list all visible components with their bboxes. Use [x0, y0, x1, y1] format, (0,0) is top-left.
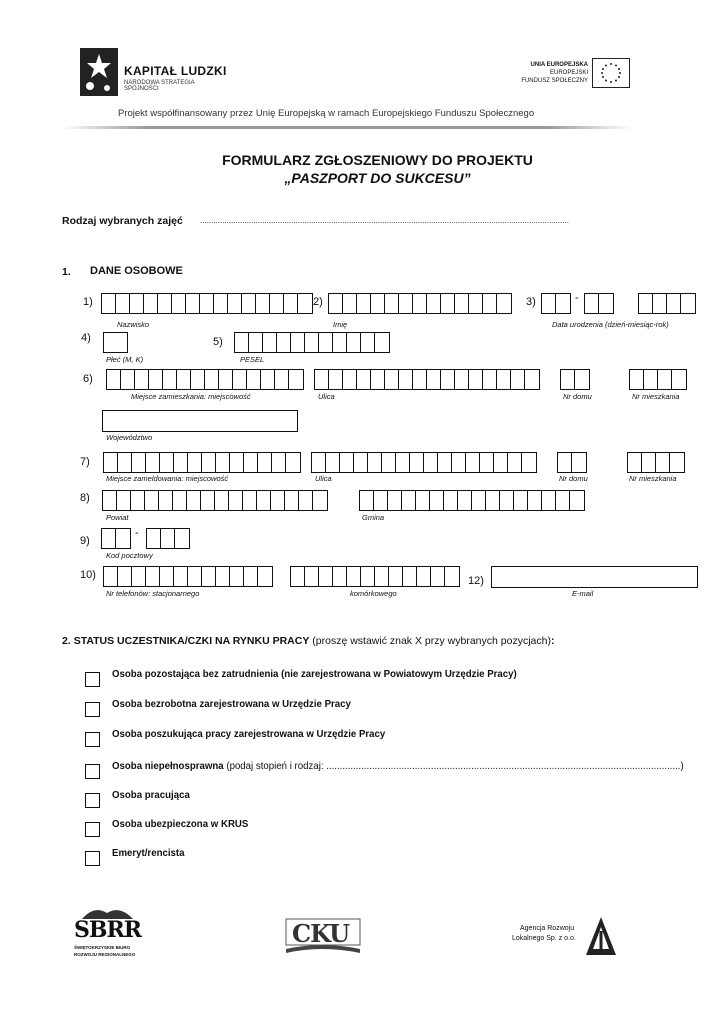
field-number-7: 7): [80, 456, 90, 468]
digit-cell[interactable]: [326, 453, 340, 472]
digit-cell[interactable]: [575, 370, 589, 389]
digit-cell[interactable]: [175, 529, 189, 548]
digit-cell[interactable]: [525, 370, 539, 389]
digit-cell[interactable]: [272, 453, 286, 472]
status-checkbox[interactable]: [85, 793, 100, 808]
digit-cell[interactable]: [219, 370, 233, 389]
cku-logo: [280, 915, 365, 957]
digit-cell[interactable]: [258, 567, 272, 586]
sbrr-mark: SBRR: [74, 917, 142, 943]
digit-cell[interactable]: [399, 294, 413, 313]
digit-cell[interactable]: [333, 333, 347, 352]
field-number-5: 5): [213, 336, 223, 348]
digit-cell[interactable]: [445, 567, 459, 586]
digit-cell[interactable]: [214, 294, 228, 313]
digit-cell[interactable]: [371, 294, 385, 313]
postcode-caption: Kod pocztowy: [106, 551, 153, 560]
mobile-input[interactable]: [290, 566, 460, 587]
digit-cell[interactable]: [642, 453, 656, 472]
eu-line3: FUNDUSZ SPOŁECZNY: [521, 78, 588, 84]
digit-cell[interactable]: [630, 370, 644, 389]
digit-cell[interactable]: [319, 333, 333, 352]
sex-input[interactable]: [103, 332, 128, 353]
section2-heading-line: [62, 635, 554, 647]
digit-cell[interactable]: [522, 453, 536, 472]
form-title: FORMULARZ ZGŁOSZENIOWY DO PROJEKTU: [222, 152, 533, 168]
registration-city-input[interactable]: [103, 452, 301, 473]
digit-cell[interactable]: [174, 567, 188, 586]
digit-cell[interactable]: [556, 294, 570, 313]
field-number-10: 10): [80, 569, 96, 581]
status-checkbox[interactable]: [85, 702, 100, 717]
digit-cell[interactable]: [486, 491, 500, 510]
digit-cell[interactable]: [403, 567, 417, 586]
digit-cell[interactable]: [202, 567, 216, 586]
section2-heading: STATUS UCZESTNIKA/CZKI NA RYNKU PRACY: [73, 635, 310, 647]
digit-cell[interactable]: [528, 491, 542, 510]
digit-cell[interactable]: [361, 567, 375, 586]
residence-house-input[interactable]: [560, 369, 590, 390]
digit-cell[interactable]: [469, 370, 483, 389]
digit-cell[interactable]: [340, 453, 354, 472]
field-number-4: 4): [81, 332, 91, 344]
digit-cell[interactable]: [229, 491, 243, 510]
digit-cell[interactable]: [483, 370, 497, 389]
status-checkbox[interactable]: [85, 764, 100, 779]
digit-cell[interactable]: [371, 370, 385, 389]
pesel-caption: PESEL: [240, 355, 265, 364]
digit-cell[interactable]: [561, 370, 575, 389]
digit-cell[interactable]: [131, 491, 145, 510]
status-option-text: Osoba poszukująca pracy zarejestrowana w Urzędzie Pracy: [112, 728, 386, 740]
digit-cell[interactable]: [357, 294, 371, 313]
email-input[interactable]: [491, 566, 698, 588]
digit-cell[interactable]: [427, 294, 441, 313]
voivodeship-caption: Województwo: [106, 433, 153, 442]
digit-cell[interactable]: [102, 529, 116, 548]
field-number-3: 3): [526, 296, 536, 308]
status-checkbox[interactable]: [85, 822, 100, 837]
digit-cell[interactable]: [230, 567, 244, 586]
digit-cell[interactable]: [357, 370, 371, 389]
digit-cell[interactable]: [261, 370, 275, 389]
cku-mark: CKU: [292, 919, 350, 948]
section1-number: 1.: [62, 266, 71, 278]
digit-cell[interactable]: [173, 491, 187, 510]
status-option-text: Osoba niepełnosprawna: [112, 760, 224, 772]
digit-cell[interactable]: [284, 294, 298, 313]
digit-cell[interactable]: [455, 370, 469, 389]
digit-cell[interactable]: [147, 529, 161, 548]
digit-cell[interactable]: [375, 333, 389, 352]
digit-cell[interactable]: [256, 294, 270, 313]
digit-cell[interactable]: [396, 453, 410, 472]
digit-cell[interactable]: [410, 453, 424, 472]
digit-cell[interactable]: [117, 491, 131, 510]
digit-cell[interactable]: [242, 294, 256, 313]
digit-cell[interactable]: [305, 333, 319, 352]
digit-cell[interactable]: [508, 453, 522, 472]
digit-cell[interactable]: [145, 491, 159, 510]
digit-cell[interactable]: [247, 370, 261, 389]
digit-cell[interactable]: [271, 491, 285, 510]
sbrr-logo: [70, 905, 155, 963]
digit-cell[interactable]: [424, 453, 438, 472]
digit-cell[interactable]: [102, 294, 116, 313]
digit-cell[interactable]: [191, 370, 205, 389]
status-option-label: [112, 818, 248, 830]
section2-colon: :: [550, 635, 555, 647]
digit-cell[interactable]: [286, 453, 300, 472]
digit-cell[interactable]: [644, 370, 658, 389]
digit-cell[interactable]: [146, 453, 160, 472]
registration-flat-caption: Nr mieszkania: [629, 474, 677, 483]
digit-cell[interactable]: [258, 453, 272, 472]
digit-cell[interactable]: [483, 294, 497, 313]
digit-cell[interactable]: [186, 294, 200, 313]
digit-cell[interactable]: [160, 453, 174, 472]
field-number-12: 12): [468, 575, 484, 587]
digit-cell[interactable]: [374, 491, 388, 510]
digit-cell[interactable]: [118, 567, 132, 586]
registration-flat-input[interactable]: [627, 452, 685, 473]
status-option-text: Emeryt/rencista: [112, 847, 185, 859]
digit-cell[interactable]: [205, 370, 219, 389]
digit-cell[interactable]: [430, 491, 444, 510]
status-option-label: [112, 847, 184, 859]
digit-cell[interactable]: [599, 294, 613, 313]
digit-cell[interactable]: [161, 529, 175, 548]
digit-cell[interactable]: [388, 491, 402, 510]
digit-cell[interactable]: [329, 294, 343, 313]
digit-cell[interactable]: [347, 567, 361, 586]
digit-cell[interactable]: [670, 453, 684, 472]
digit-cell[interactable]: [285, 491, 299, 510]
digit-cell[interactable]: [277, 333, 291, 352]
residence-street-input[interactable]: [314, 369, 540, 390]
classes-dots[interactable]: ......................................................................................................................................................................: [200, 216, 569, 225]
digit-cell[interactable]: [103, 491, 117, 510]
digit-cell[interactable]: [216, 567, 230, 586]
digit-cell[interactable]: [511, 370, 525, 389]
digit-cell[interactable]: [187, 491, 201, 510]
section2-note: (proszę wstawić znak X przy wybranych pozycjach): [312, 635, 551, 647]
status-option-label: [112, 668, 517, 680]
field-number-8: 8): [80, 492, 90, 504]
digit-cell[interactable]: [656, 453, 670, 472]
digit-cell[interactable]: [215, 491, 229, 510]
digit-cell[interactable]: [455, 294, 469, 313]
digit-cell[interactable]: [368, 453, 382, 472]
digit-cell[interactable]: [263, 333, 277, 352]
project-name: „PASZPORT DO SUKCESU”: [284, 170, 471, 186]
digit-cell[interactable]: [201, 491, 215, 510]
status-option-text: Osoba pracująca: [112, 789, 190, 801]
field-number-2: 2): [313, 296, 323, 308]
email-caption: E-mail: [572, 589, 594, 598]
digit-cell[interactable]: [291, 333, 305, 352]
residence-house-caption: Nr domu: [563, 392, 592, 401]
landline-caption: Nr telefonów: stacjonarnego: [106, 589, 200, 598]
status-checkbox[interactable]: [85, 672, 100, 687]
postcode-separator: -: [135, 527, 139, 539]
digit-cell[interactable]: [305, 567, 319, 586]
mobile-caption: komórkowego: [350, 589, 397, 598]
status-option-text: Osoba bezrobotna zarejestrowana w Urzędzie Pracy: [112, 698, 351, 710]
digit-cell[interactable]: [427, 370, 441, 389]
digit-cell[interactable]: [572, 453, 586, 472]
status-option-text: Osoba pozostająca bez zatrudnienia (nie zarejestrowana w Powiatowym Urzędzie Pracy): [112, 668, 517, 680]
digit-cell[interactable]: [329, 370, 343, 389]
first-name-input[interactable]: [328, 293, 512, 314]
kapital-ludzki-title: KAPITAŁ LUDZKI: [124, 64, 227, 78]
district-caption: Powiat: [106, 513, 129, 522]
status-checkbox[interactable]: [85, 732, 100, 747]
eu-flag-icon: [592, 58, 630, 88]
digit-cell[interactable]: [667, 294, 681, 313]
pesel-input[interactable]: [234, 332, 390, 353]
digit-cell[interactable]: [413, 370, 427, 389]
status-option-label: [112, 698, 351, 710]
digit-cell[interactable]: [275, 370, 289, 389]
sbrr-line2: ROZWOJU REGIONALNEGO: [74, 952, 136, 957]
registration-street-caption: Ulica: [315, 474, 332, 483]
residence-street-caption: Ulica: [318, 392, 335, 401]
classes-label: Rodzaj wybranych zajęć: [62, 215, 183, 227]
digit-cell[interactable]: [200, 294, 214, 313]
postcode-first-input[interactable]: [101, 528, 131, 549]
digit-cell[interactable]: [343, 370, 357, 389]
digit-cell[interactable]: [343, 294, 357, 313]
digit-cell[interactable]: [146, 567, 160, 586]
district-input[interactable]: [102, 490, 328, 511]
digit-cell[interactable]: [132, 567, 146, 586]
digit-cell[interactable]: [228, 294, 242, 313]
digit-cell[interactable]: [639, 294, 653, 313]
registration-street-input[interactable]: [311, 452, 537, 473]
digit-cell[interactable]: [118, 453, 132, 472]
digit-cell[interactable]: [585, 294, 599, 313]
digit-cell[interactable]: [172, 294, 186, 313]
digit-cell[interactable]: [452, 453, 466, 472]
registration-city-caption: Miejsce zameldowania: miejscowość: [106, 474, 229, 483]
digit-cell[interactable]: [130, 294, 144, 313]
agency-logo: [510, 915, 620, 960]
residence-flat-input[interactable]: [629, 369, 687, 390]
digit-cell[interactable]: [672, 370, 686, 389]
digit-cell[interactable]: [361, 333, 375, 352]
digit-cell[interactable]: [441, 370, 455, 389]
digit-cell[interactable]: [382, 453, 396, 472]
dob-separator-1: -: [575, 292, 579, 304]
dob-caption: Data urodzenia (dzień-miesiąc-rok): [552, 320, 669, 329]
digit-cell[interactable]: [135, 370, 149, 389]
registration-house-caption: Nr domu: [559, 474, 588, 483]
dob-month-input[interactable]: [584, 293, 614, 314]
digit-cell[interactable]: [249, 333, 263, 352]
digit-cell[interactable]: [542, 294, 556, 313]
digit-cell[interactable]: [360, 491, 374, 510]
field-number-9: 9): [80, 535, 90, 547]
digit-cell[interactable]: [628, 453, 642, 472]
commune-input[interactable]: [359, 490, 585, 511]
commune-caption: Gmina: [362, 513, 385, 522]
digit-cell[interactable]: [149, 370, 163, 389]
digit-cell[interactable]: [188, 567, 202, 586]
digit-cell[interactable]: [466, 453, 480, 472]
digit-cell[interactable]: [312, 453, 326, 472]
digit-cell[interactable]: [289, 370, 303, 389]
digit-cell[interactable]: [354, 453, 368, 472]
kapital-ludzki-logo: [80, 48, 230, 98]
residence-city-input[interactable]: [106, 369, 304, 390]
digit-cell[interactable]: [417, 567, 431, 586]
digit-cell[interactable]: [472, 491, 486, 510]
digit-cell[interactable]: [121, 370, 135, 389]
kapital-ludzki-subtitle: NARODOWA STRATEGIA SPÓJNOŚCI: [124, 80, 195, 92]
digit-cell[interactable]: [174, 453, 188, 472]
cofinance-text: Projekt współfinansowany przez Unię Europejską w ramach Europejskiego Funduszu Społecznego: [118, 108, 535, 119]
digit-cell[interactable]: [500, 491, 514, 510]
digit-cell[interactable]: [104, 567, 118, 586]
digit-cell[interactable]: [385, 294, 399, 313]
header-divider: [62, 126, 632, 129]
digit-cell[interactable]: [438, 453, 452, 472]
digit-cell[interactable]: [333, 567, 347, 586]
digit-cell[interactable]: [681, 294, 695, 313]
digit-cell[interactable]: [441, 294, 455, 313]
digit-cell[interactable]: [235, 333, 249, 352]
section2-number: 2.: [62, 635, 71, 647]
digit-cell[interactable]: [413, 294, 427, 313]
digit-cell[interactable]: [347, 333, 361, 352]
digit-cell[interactable]: [497, 370, 511, 389]
digit-cell[interactable]: [558, 453, 572, 472]
section1-heading: DANE OSOBOWE: [90, 265, 183, 277]
eu-logo: [500, 58, 630, 94]
status-option-label: [112, 728, 385, 740]
digit-cell[interactable]: [216, 453, 230, 472]
digit-cell[interactable]: [514, 491, 528, 510]
digit-cell[interactable]: [416, 491, 430, 510]
digit-cell[interactable]: [104, 453, 118, 472]
digit-cell[interactable]: [144, 294, 158, 313]
status-checkbox[interactable]: [85, 851, 100, 866]
digit-cell[interactable]: [257, 491, 271, 510]
star-figure-icon: [80, 48, 118, 96]
eu-line2: EUROPEJSKI: [549, 70, 588, 76]
digit-cell[interactable]: [399, 370, 413, 389]
field-number-6: 6): [83, 373, 93, 385]
digit-cell[interactable]: [389, 567, 403, 586]
digit-cell[interactable]: [444, 491, 458, 510]
landline-input[interactable]: [103, 566, 273, 587]
voivodeship-input[interactable]: [102, 410, 298, 432]
digit-cell[interactable]: [497, 294, 511, 313]
digit-cell[interactable]: [542, 491, 556, 510]
digit-cell[interactable]: [385, 370, 399, 389]
digit-cell[interactable]: [270, 294, 284, 313]
status-option-extra[interactable]: (podaj stopień i rodzaj: ....................................................................................................................................): [223, 760, 684, 772]
digit-cell[interactable]: [431, 567, 445, 586]
digit-cell[interactable]: [244, 453, 258, 472]
digit-cell[interactable]: [107, 370, 121, 389]
digit-cell[interactable]: [658, 370, 672, 389]
digit-cell[interactable]: [375, 567, 389, 586]
digit-cell[interactable]: [480, 453, 494, 472]
residence-city-caption: Miejsce zamieszkania: miejscowość: [131, 392, 251, 401]
status-option-label: [112, 789, 190, 801]
first-name-caption: Imię: [333, 320, 348, 329]
agency-triangle-icon: [584, 915, 618, 957]
digit-cell[interactable]: [132, 453, 146, 472]
digit-cell[interactable]: [556, 491, 570, 510]
dob-year-input[interactable]: [638, 293, 696, 314]
sex-caption: Płeć (M, K): [106, 355, 144, 364]
digit-cell[interactable]: [160, 567, 174, 586]
agency-line2: Lokalnego Sp. z o.o.: [512, 935, 576, 942]
digit-cell[interactable]: [233, 370, 247, 389]
digit-cell[interactable]: [570, 491, 584, 510]
digit-cell[interactable]: [116, 294, 130, 313]
dob-day-input[interactable]: [541, 293, 571, 314]
digit-cell[interactable]: [402, 491, 416, 510]
digit-cell[interactable]: [319, 567, 333, 586]
status-option-label: [112, 760, 684, 772]
digit-cell[interactable]: [244, 567, 258, 586]
digit-cell[interactable]: [298, 294, 312, 313]
digit-cell[interactable]: [315, 370, 329, 389]
digit-cell[interactable]: [163, 370, 177, 389]
digit-cell[interactable]: [291, 567, 305, 586]
sbrr-line1: ŚWIĘTOKRZYSKIE BIURO: [74, 945, 131, 950]
digit-cell[interactable]: [188, 453, 202, 472]
eu-line1: UNIA EUROPEJSKA: [530, 62, 588, 68]
surname-input[interactable]: [101, 293, 313, 314]
digit-cell[interactable]: [469, 294, 483, 313]
field-number-1: 1): [83, 296, 93, 308]
digit-cell[interactable]: [230, 453, 244, 472]
registration-house-input[interactable]: [557, 452, 587, 473]
digit-cell[interactable]: [202, 453, 216, 472]
digit-cell[interactable]: [299, 491, 313, 510]
digit-cell[interactable]: [243, 491, 257, 510]
agency-line1: Agencja Rozwoju: [520, 925, 575, 932]
status-option-text: Osoba ubezpieczona w KRUS: [112, 818, 249, 830]
digit-cell[interactable]: [313, 491, 327, 510]
surname-caption: Nazwisko: [117, 320, 150, 329]
digit-cell[interactable]: [159, 491, 173, 510]
digit-cell[interactable]: [494, 453, 508, 472]
digit-cell[interactable]: [116, 529, 130, 548]
residence-flat-caption: Nr mieszkania: [632, 392, 680, 401]
digit-cell[interactable]: [653, 294, 667, 313]
digit-cell[interactable]: [177, 370, 191, 389]
postcode-second-input[interactable]: [146, 528, 190, 549]
digit-cell[interactable]: [158, 294, 172, 313]
digit-cell[interactable]: [458, 491, 472, 510]
